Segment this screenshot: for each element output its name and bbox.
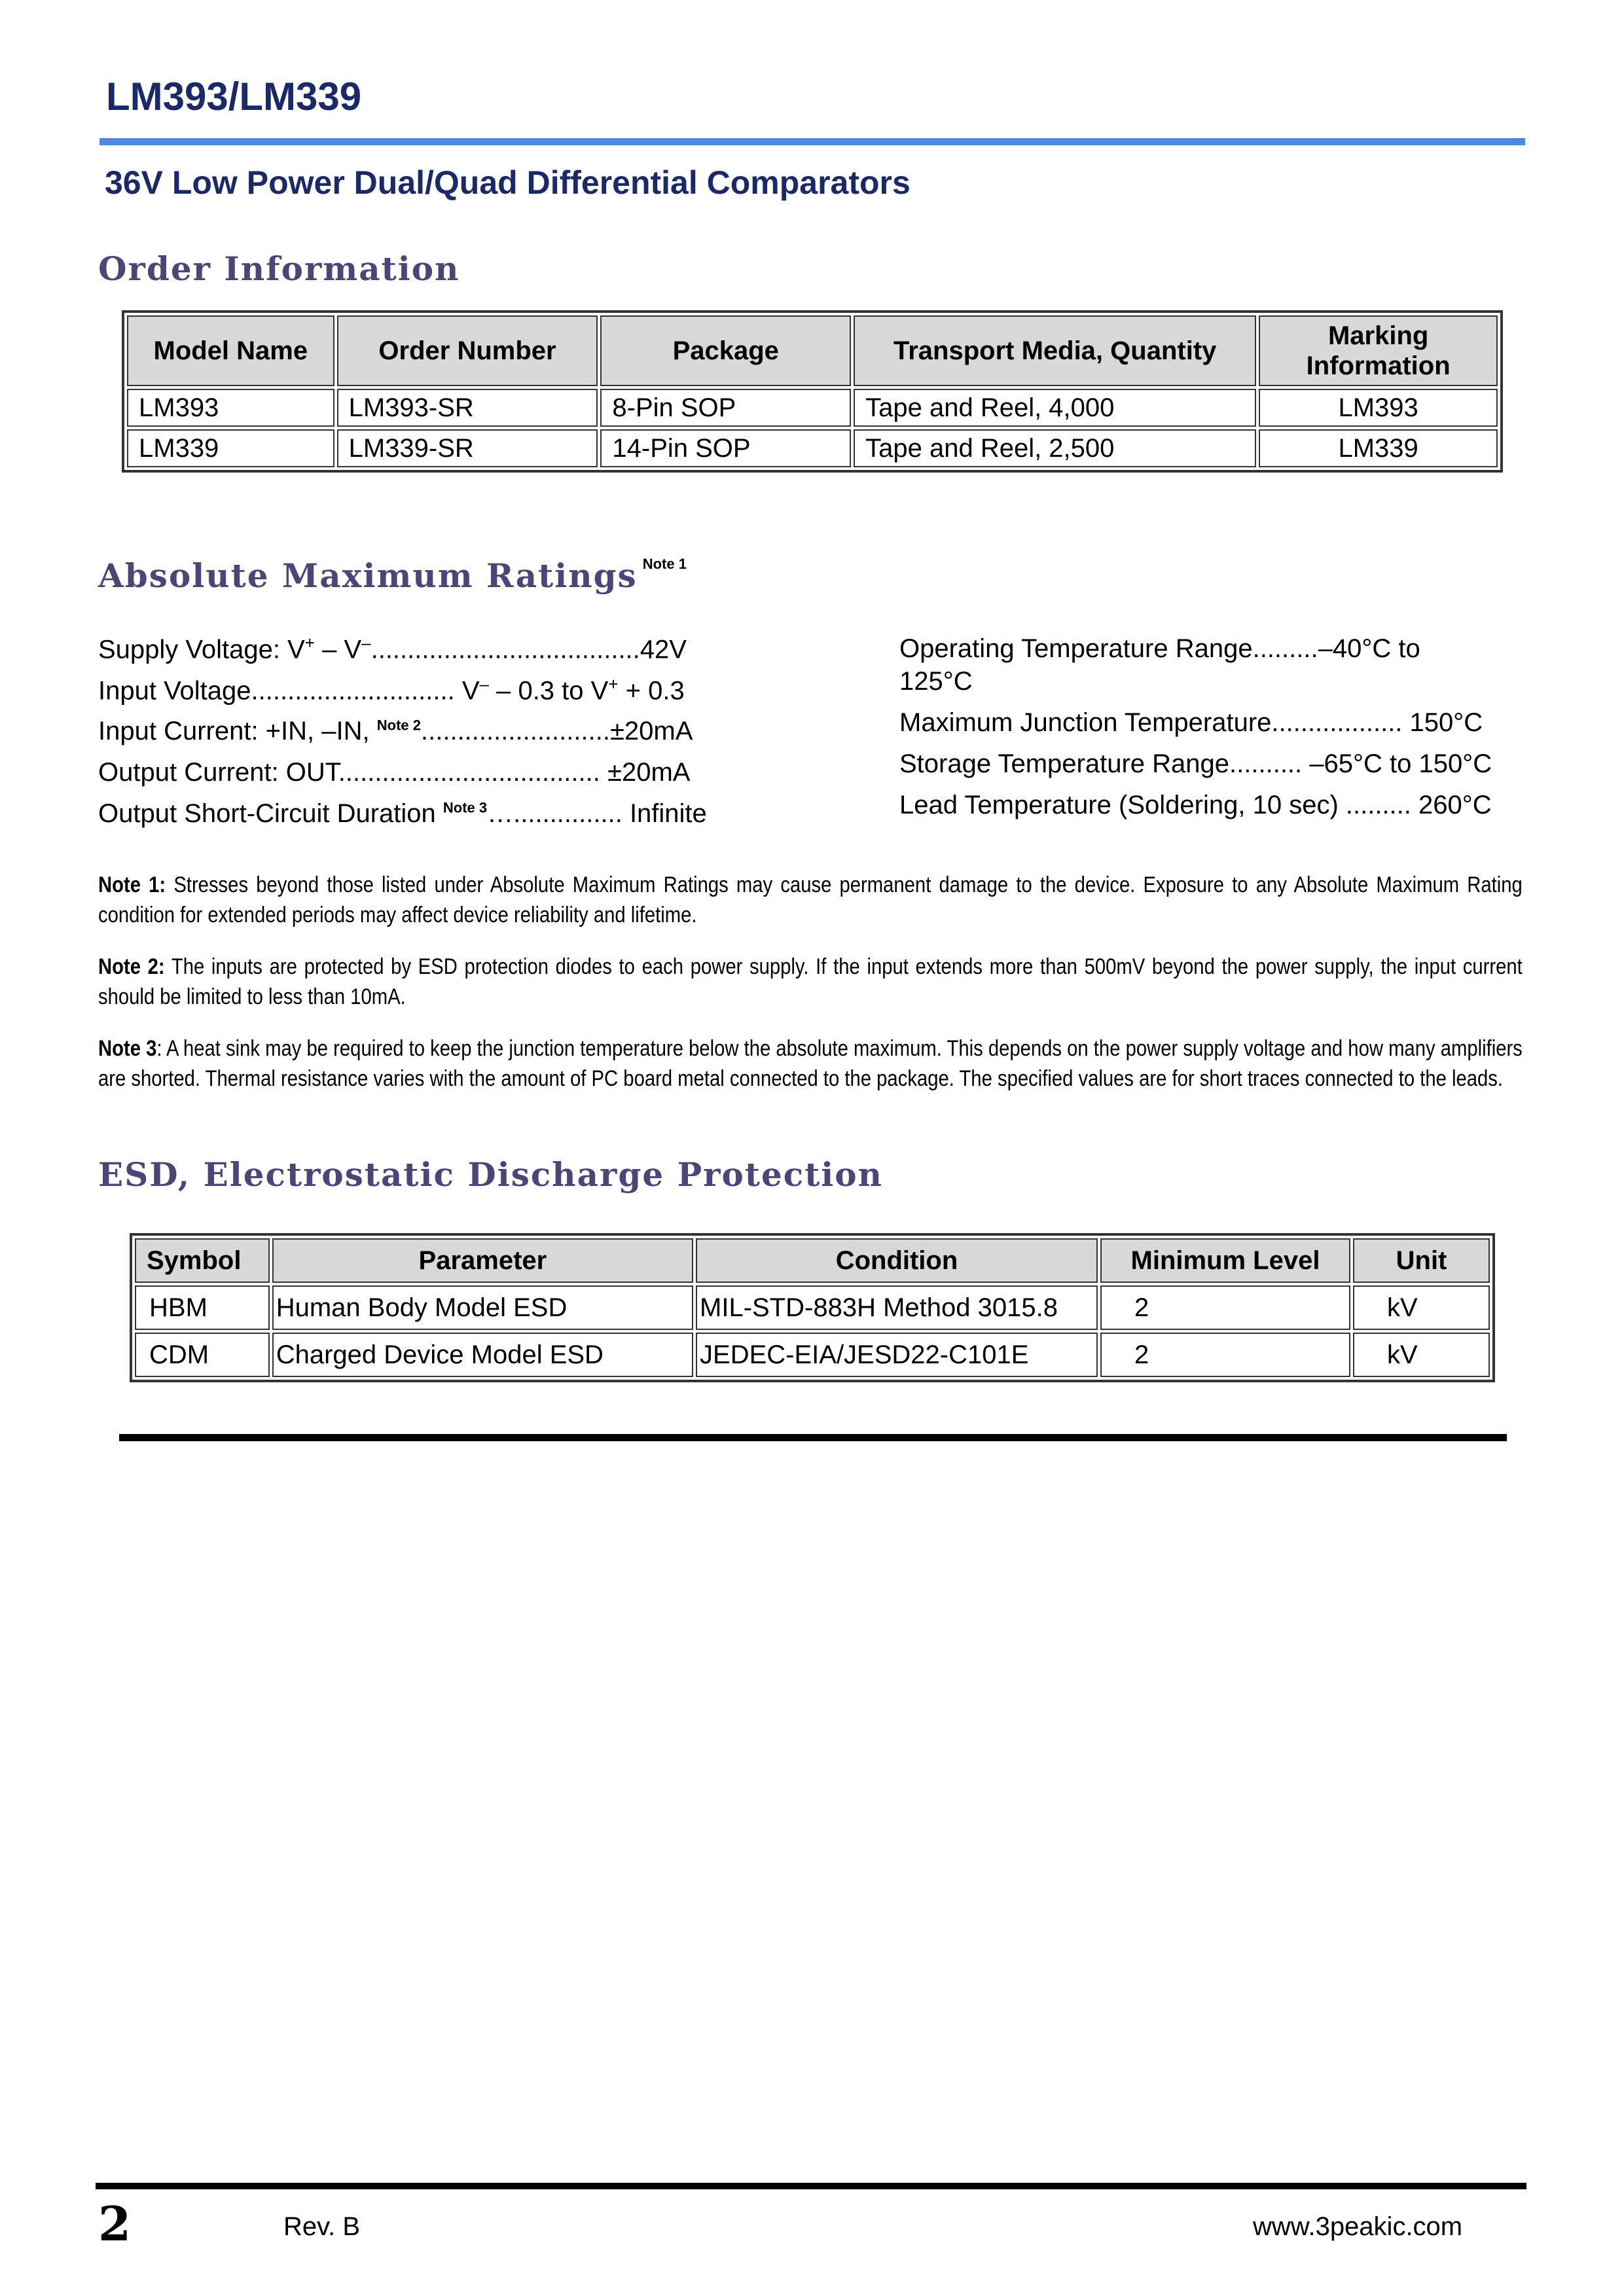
column-header: Condition <box>696 1238 1098 1283</box>
input-voltage-rating: Input Voltage............................ V– – 0.3 to V+ + 0.3 <box>98 674 685 706</box>
table-row <box>135 1333 1490 1377</box>
table-cell: CDM <box>135 1333 270 1377</box>
table-cell: Human Body Model ESD <box>272 1285 693 1330</box>
column-header: Order Number <box>337 315 598 386</box>
table-row <box>135 1285 1490 1330</box>
table-cell: MIL-STD-883H Method 3015.8 <box>696 1285 1098 1330</box>
column-header: Parameter <box>272 1238 693 1283</box>
note-3: Note 3: A heat sink may be required to keep the junction temperature below the absolute maximum. This depends on the power supply voltage and how many amplifiers are shorted. Thermal resistance varies with the amount of PC board metal connected to the package. The specified values are for short traces connected to the leads. <box>98 1036 1523 1091</box>
table-header-row <box>127 315 1498 386</box>
table-row <box>127 389 1498 427</box>
column-header: Marking Information <box>1259 315 1498 386</box>
esd-heading: ESD, Electrostatic Discharge Protection <box>98 1155 883 1194</box>
table-cell: kV <box>1353 1285 1490 1330</box>
order-information-heading: Order Information <box>98 249 460 288</box>
table-cell: 8-Pin SOP <box>600 389 851 427</box>
table-cell: LM393 <box>127 389 334 427</box>
revision-label: Rev. B <box>283 2212 361 2241</box>
table-cell: LM393-SR <box>337 389 598 427</box>
table-cell: 2 <box>1100 1333 1350 1377</box>
operating-temperature-rating: Operating Temperature Range.........–40°C to 125°C <box>899 634 1420 696</box>
table-cell: 2 <box>1100 1285 1350 1330</box>
table-cell: Tape and Reel, 4,000 <box>854 389 1256 427</box>
output-short-circuit-rating: Output Short-Circuit Duration $^{Note 3}$…............... Infinite <box>98 799 707 828</box>
lead-temperature-rating: Lead Temperature (Soldering, 10 sec) ......... 260°C <box>899 791 1492 819</box>
table-cell: LM393 <box>1259 389 1498 427</box>
table-cell: LM339 <box>127 429 334 467</box>
document-title: LM393/LM339 <box>106 75 362 118</box>
input-current-rating: Input Current: +IN, –IN, $^{Note 2}$..........................±20mA <box>98 717 693 745</box>
footer-rule <box>96 2183 1526 2189</box>
website-link[interactable]: www.3peakic.com <box>1253 2212 1463 2241</box>
supply-voltage-rating: Supply Voltage: V+ – V–.....................................42V <box>98 633 687 664</box>
table-cell: LM339 <box>1259 429 1498 467</box>
section-end-rule <box>119 1434 1507 1441</box>
table-cell: kV <box>1353 1333 1490 1377</box>
table-cell: LM339-SR <box>337 429 598 467</box>
table-cell: 14-Pin SOP <box>600 429 851 467</box>
order-information-table <box>122 310 1503 473</box>
column-header: Unit <box>1353 1238 1490 1283</box>
junction-temperature-rating: Maximum Junction Temperature.................. 150°C <box>899 708 1483 737</box>
note-2: Note 2: The inputs are protected by ESD protection diodes to each power supply. If the input extends more than 500mV beyond the power supply, the input current should be limited to less than 10mA. <box>98 954 1523 1009</box>
table-cell: HBM <box>135 1285 270 1330</box>
table-cell: Tape and Reel, 2,500 <box>854 429 1256 467</box>
output-current-rating: Output Current: OUT.................................... ±20mA <box>98 758 691 787</box>
document-subtitle: 36V Low Power Dual/Quad Differential Comparators <box>105 164 911 201</box>
absolute-maximum-ratings-heading: Absolute Maximum Ratings $^{Note 1}$ <box>98 556 687 595</box>
page-number: 2 <box>98 2196 132 2251</box>
column-header: Package <box>600 315 851 386</box>
heading-note-ref: Note 1 <box>642 556 687 572</box>
column-header: Minimum Level <box>1100 1238 1350 1283</box>
column-header: Transport Media, Quantity <box>854 315 1256 386</box>
table-row <box>127 429 1498 467</box>
table-cell: JEDEC-EIA/JESD22-C101E <box>696 1333 1098 1377</box>
header-rule <box>99 138 1525 145</box>
column-header: Model Name <box>127 315 334 386</box>
table-header-row <box>135 1238 1490 1283</box>
table-cell: Charged Device Model ESD <box>272 1333 693 1377</box>
column-header: Symbol <box>135 1238 270 1283</box>
note-1: Note 1: Stresses beyond those listed under Absolute Maximum Ratings may cause permanent damage to the device. Exposure to any Absolute Maximum Rating condition for extended periods may affect device reliability and lifetime. <box>98 872 1523 927</box>
storage-temperature-rating: Storage Temperature Range.......... –65°C to 150°C <box>899 749 1492 778</box>
esd-table <box>130 1233 1495 1382</box>
